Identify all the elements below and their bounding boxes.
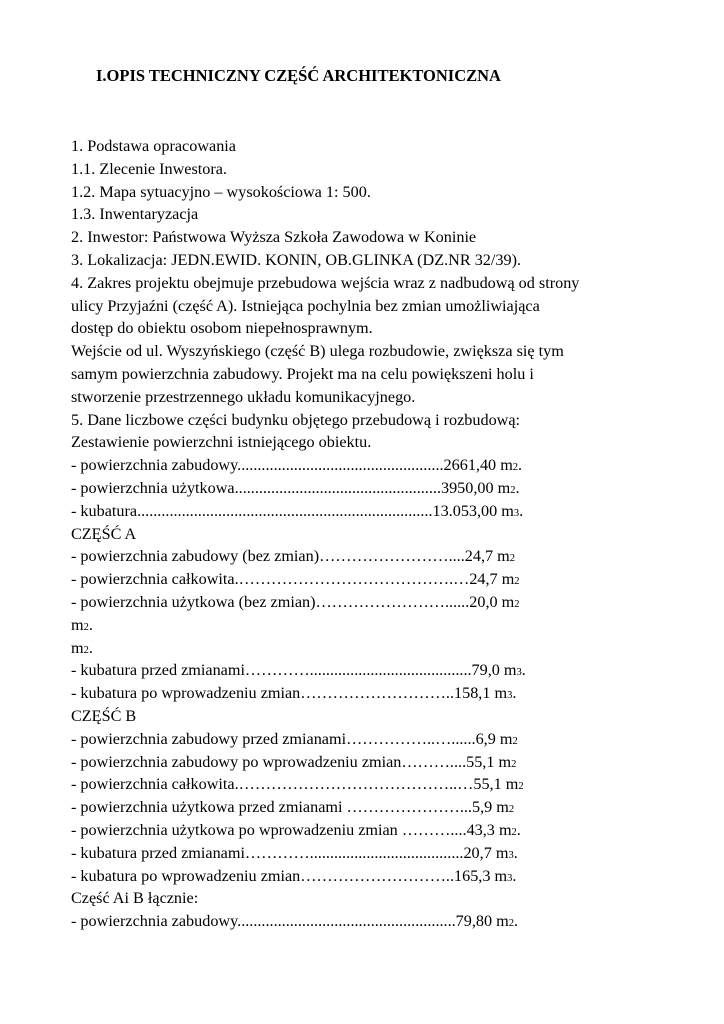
part-a-row: - kubatura przed zmianami…………........................................79,0 m3.	[71, 661, 526, 680]
text-line: 1.3. Inwentaryzacja	[71, 205, 199, 224]
page-title: I.OPIS TECHNICZNY CZĘŚĆ ARCHITEKTONICZNA	[96, 66, 501, 85]
text-line: Zestawienie powierzchni istniejącego obiektu.	[71, 433, 372, 452]
text-line: 3. Lokalizacja: JEDN.EWID. KONIN, OB.GLINKA (DZ.NR 32/39).	[71, 250, 522, 269]
part-b-row: - powierzchnia całkowita.…………………………………..…55,1 m2	[71, 775, 524, 794]
text-line: 2. Inwestor: Państwowa Wyższa Szkoła Zawodowa w Koninie	[71, 228, 477, 247]
part-b-row: - powierzchnia użytkowa po wprowadzeniu zmian ………....43,3 m2.	[71, 820, 521, 839]
part-b-row: - powierzchnia użytkowa przed zmianami …………………...5,9 m2	[71, 798, 515, 817]
text-line: 1.1. Zlecenie Inwestora.	[71, 159, 227, 178]
part-b-row: - powierzchnia zabudowy po wprowadzeniu zmian………....55,1 m2	[71, 752, 517, 771]
part-a-row: - powierzchnia użytkowa (bez zmian)……………………......20,0 m2	[71, 592, 520, 611]
part-a-heading: CZĘŚĆ A	[71, 524, 137, 543]
text-line: 1. Podstawa opracowania	[71, 137, 236, 155]
total-row: - powierzchnia zabudowy......................................................79,80 m2.	[71, 912, 519, 931]
text-line: dostęp do obiektu osobom niepełnosprawnym.	[71, 319, 373, 338]
existing-row: - powierzchnia zabudowy...................................................2661,40 m2.	[71, 456, 523, 475]
text-line: 1.2. Mapa sytuacyjno – wysokościowa 1: 500.	[71, 182, 371, 201]
part-a-row: - powierzchnia całkowita.………………………………….…24,7 m2	[71, 570, 520, 589]
existing-row: - kubatura.........................................................................13.053,00 m3.	[71, 501, 524, 520]
part-a-row: - kubatura po wprowadzeniu zmian………………………..158,1 m3.	[71, 684, 517, 703]
part-a-row: m2.	[71, 615, 93, 634]
part-b-row: - kubatura po wprowadzeniu zmian………………………..165,3 m3.	[71, 866, 517, 885]
part-b-row: - kubatura przed zmianami…………......................................20,7 m3.	[71, 843, 518, 862]
text-line: stworzenie przestrzennego układu komunikacyjnego.	[71, 387, 416, 406]
text-line: Wejście od ul. Wyszyńskiego (część B) ulega rozbudowie, zwiększa się tym	[71, 342, 564, 361]
part-b-heading: CZĘŚĆ B	[71, 706, 137, 725]
part-a-row: - powierzchnia zabudowy (bez zmian)……………………....24,7 m2	[71, 547, 515, 566]
existing-row: - powierzchnia użytkowa...................................................3950,00 m2.	[71, 478, 520, 497]
document-body	[71, 135, 631, 933]
text-line: samym powierzchnia zabudowy. Projekt ma na celu powiększeni holu i	[71, 364, 534, 383]
part-b-row: - powierzchnia zabudowy przed zmianami……………..…......6,9 m2	[71, 729, 518, 748]
text-line: 5. Dane liczbowe części budynku objętego przebudową i rozbudową:	[71, 410, 521, 429]
part-a-row: m2.	[71, 638, 93, 657]
total-heading: Część Ai B łącznie:	[71, 889, 199, 908]
text-line: ulicy Przyjaźni (część A). Istniejąca pochylnia bez zmian umożliwiająca	[71, 296, 540, 315]
text-line: 4. Zakres projektu obejmuje przebudowa wejścia wraz z nadbudową od strony	[71, 273, 580, 292]
